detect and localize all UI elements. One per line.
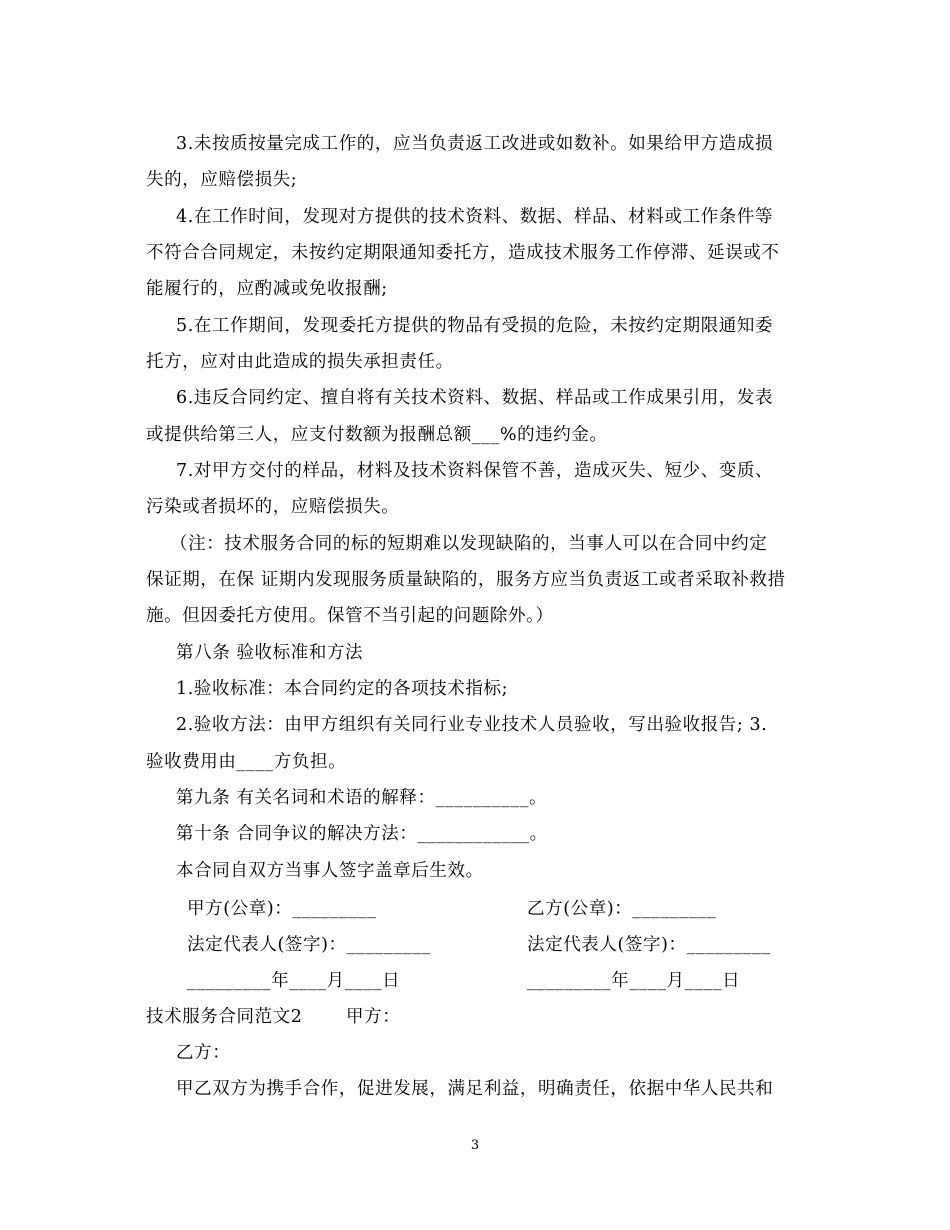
body-text-line: 7.对甲方交付的样品，材料及技术资料保管不善，造成灭失、短少、变质、 — [176, 461, 774, 481]
party-b-date-field: _________年____月____日 — [527, 971, 741, 991]
party-a-representative-field: 法定代表人(签字)：_________ — [187, 935, 431, 955]
party-b-seal-field: 乙方(公章)：_________ — [527, 899, 717, 919]
body-text-line: 能履行的，应酌减或免收报酬; — [146, 279, 388, 299]
body-text-line: 3.未按质按量完成工作的，应当负责返工改进或如数补。如果给甲方造成损 — [176, 134, 774, 154]
body-text-line: 托方，应对由此造成的损失承担责任。 — [146, 352, 454, 372]
body-text-line: 2.验收方法：由甲方组织有关同行业专业技术人员验收，写出验收报告; 3. — [176, 715, 768, 735]
body-text-line: 不符合合同规定，未按约定期限通知委托方，造成技术服务工作停滞、延误或不 — [146, 243, 780, 263]
party-b-representative-field: 法定代表人(签字)：_________ — [527, 935, 771, 955]
body-text-line: 或提供给第三人，应支付数额为报酬总额___%的违约金。 — [146, 425, 608, 445]
body-text-line: 施。但因委托方使用。保管不当引起的问题除外。） — [146, 606, 554, 626]
body-text-line: 保证期，在保 证期内发现服务质量缺陷的，服务方应当负责返工或者采取补救措 — [146, 570, 786, 590]
page-number: 3 — [470, 1138, 480, 1153]
body-text-line: （注：技术服务合同的标的短期难以发现缺陷的，当事人可以在合同中约定 — [170, 534, 768, 554]
section-heading: 第九条 有关名词和术语的解释：__________。 — [176, 788, 548, 808]
party-a-label: 甲方： — [346, 1007, 401, 1027]
section-heading: 第八条 验收标准和方法 — [176, 643, 364, 663]
body-text-line: 甲乙双方为携手合作，促进发展，满足利益，明确责任，依据中华人民共和 — [176, 1079, 774, 1099]
body-text-line: 验收费用由____方负担。 — [146, 752, 347, 772]
party-a-seal-field: 甲方(公章)：_________ — [187, 899, 377, 919]
party-b-label: 乙方： — [176, 1043, 231, 1063]
body-text-line: 失的，应赔偿损失; — [146, 170, 298, 190]
body-text-line: 1.验收标准：本合同约定的各项技术指标; — [176, 679, 509, 699]
body-text-line: 5.在工作期间，发现委托方提供的物品有受损的危险，未按约定期限通知委 — [176, 316, 774, 336]
body-text-line: 本合同自双方当事人签字盖章后生效。 — [176, 861, 484, 881]
section-heading: 第十条 合同争议的解决方法：____________。 — [176, 824, 548, 844]
body-text-line: 4.在工作时间，发现对方提供的技术资料、数据、样品、材料或工作条件等 — [176, 207, 774, 227]
party-a-date-field: _________年____月____日 — [187, 971, 401, 991]
body-text-line: 6.违反合同约定、擅自将有关技术资料、数据、样品或工作成果引用，发表 — [176, 388, 774, 408]
document-title: 技术服务合同范文2 — [146, 1007, 303, 1027]
body-text-line: 污染或者损坏的，应赔偿损失。 — [146, 497, 400, 517]
